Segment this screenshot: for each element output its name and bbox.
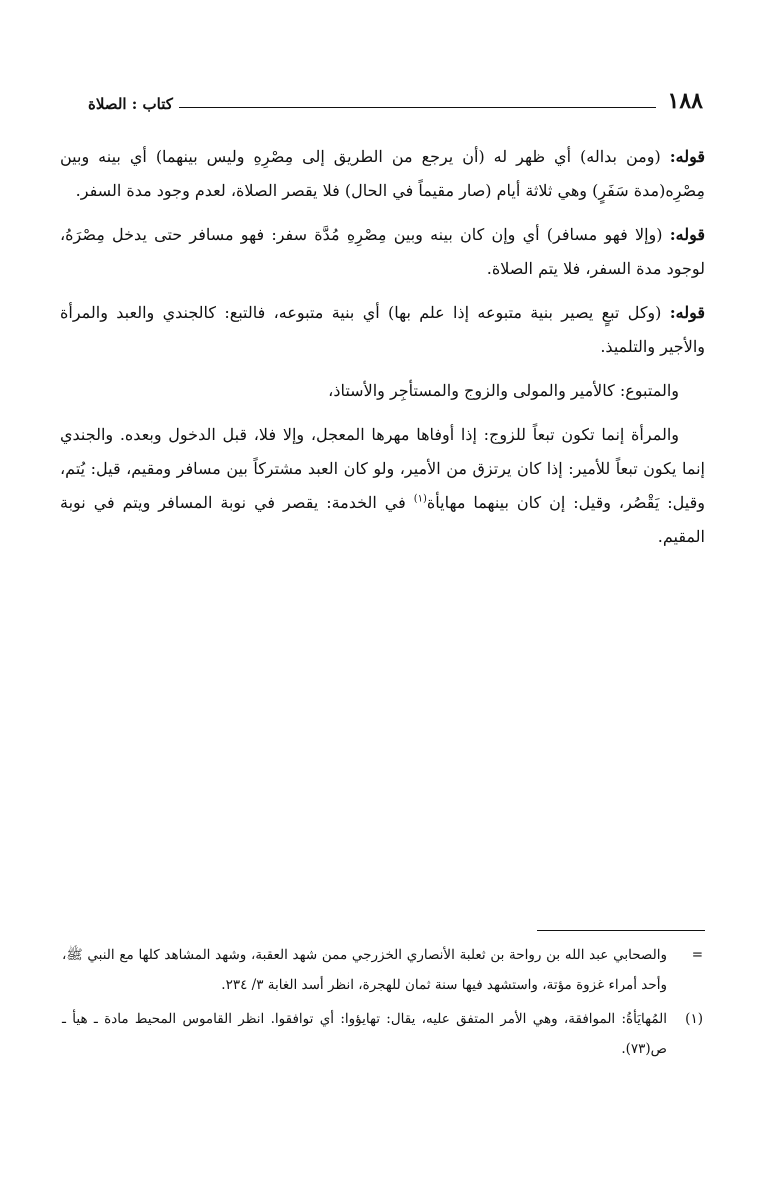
paragraph-lead: قوله:: [669, 225, 705, 244]
footnote-mark: (١): [685, 1011, 703, 1027]
main-text: [60, 140, 705, 564]
footnote-mark: =: [691, 947, 703, 963]
footnote-text: المُهايَأةُ: الموافقة، وهي الأمر المتفق عليه، يقال: تهايؤوا: أي توافقوا. انظر القاموس المحيط مادة ـ هيأ ـ ص(٧٣).: [62, 1011, 667, 1057]
footnote-separator: [537, 930, 705, 931]
paragraph-text: (ومن بداله) أي ظهر له (أن يرجع من الطريق إلى مِصْرِهِ وليس بينهما) أي بينه وبين مِصْرِه(مدة سَفَرٍ) وهي ثلاثة أيام (صار مقيماً في الحال) فلا يقصر الصلاة، لعدم وجود مدة السفر.: [60, 147, 705, 200]
footnotes: [62, 940, 703, 1068]
paragraph-text: والمتبوع: كالأمير والمولى والزوج والمستأجِر والأستاذ،: [328, 381, 679, 400]
footnote-item: [62, 1004, 703, 1064]
running-title: كتاب : الصلاة: [88, 95, 173, 113]
paragraph-woman: [60, 418, 705, 554]
footnote-text: والصحابي عبد الله بن رواحة بن ثعلبة الأنصاري الخزرجي ممن شهد العقبة، وشهد المشاهد كلها مع النبي ﷺ، وأحد أمراء غزوة مؤتة، واستشهد فيها سنة ثمان للهجرة، انظر أسد الغابة ٣/ ٢٣٤.: [62, 947, 667, 993]
paragraph-follower: [60, 296, 705, 364]
page-header: [88, 84, 703, 112]
paragraph-return-home: [60, 140, 705, 208]
paragraph-lead: قوله:: [669, 147, 705, 166]
paragraph-text: (وإلا فهو مسافر) أي وإن كان بينه وبين مِصْرِهِ مُدَّة سفر: فهو مسافر حتى يدخل مِصْرَهُ، لوجود مدة السفر، فلا يتم الصلاة.: [60, 225, 705, 278]
paragraph-followed: [60, 374, 705, 408]
footnote-reference[interactable]: (١): [413, 493, 427, 505]
paragraph-traveler: [60, 218, 705, 286]
header-rule: [179, 107, 656, 108]
paragraph-text-continued: في الخدمة: يقصر في نوبة المسافر ويتم في نوبة المقيم.: [60, 493, 705, 546]
footnote-item: [62, 940, 703, 1000]
paragraph-lead: قوله:: [669, 303, 705, 322]
page-number: ١٨٨: [667, 88, 703, 114]
paragraph-text: والمرأة إنما تكون تبعاً للزوج: إذا أوفاها مهرها المعجل، وإلا فلا، قبل الدخول وبعده. والجندي إنما يكون تبعاً للأمير: إذا كان يرتزق من الأمير، ولو كان العبد مشتركاً بين مسافر ومقيم، قيل: يُتم، وقيل: يَقْصُر، وقيل: إن كان بينهما مهايأة: [60, 425, 705, 512]
paragraph-text: (وكل تبعٍ يصير بنية متبوعه إذا علم بها) أي بنية متبوعه، فالتبع: كالجندي والعبد والمرأة والأجير والتلميذ.: [60, 303, 705, 356]
